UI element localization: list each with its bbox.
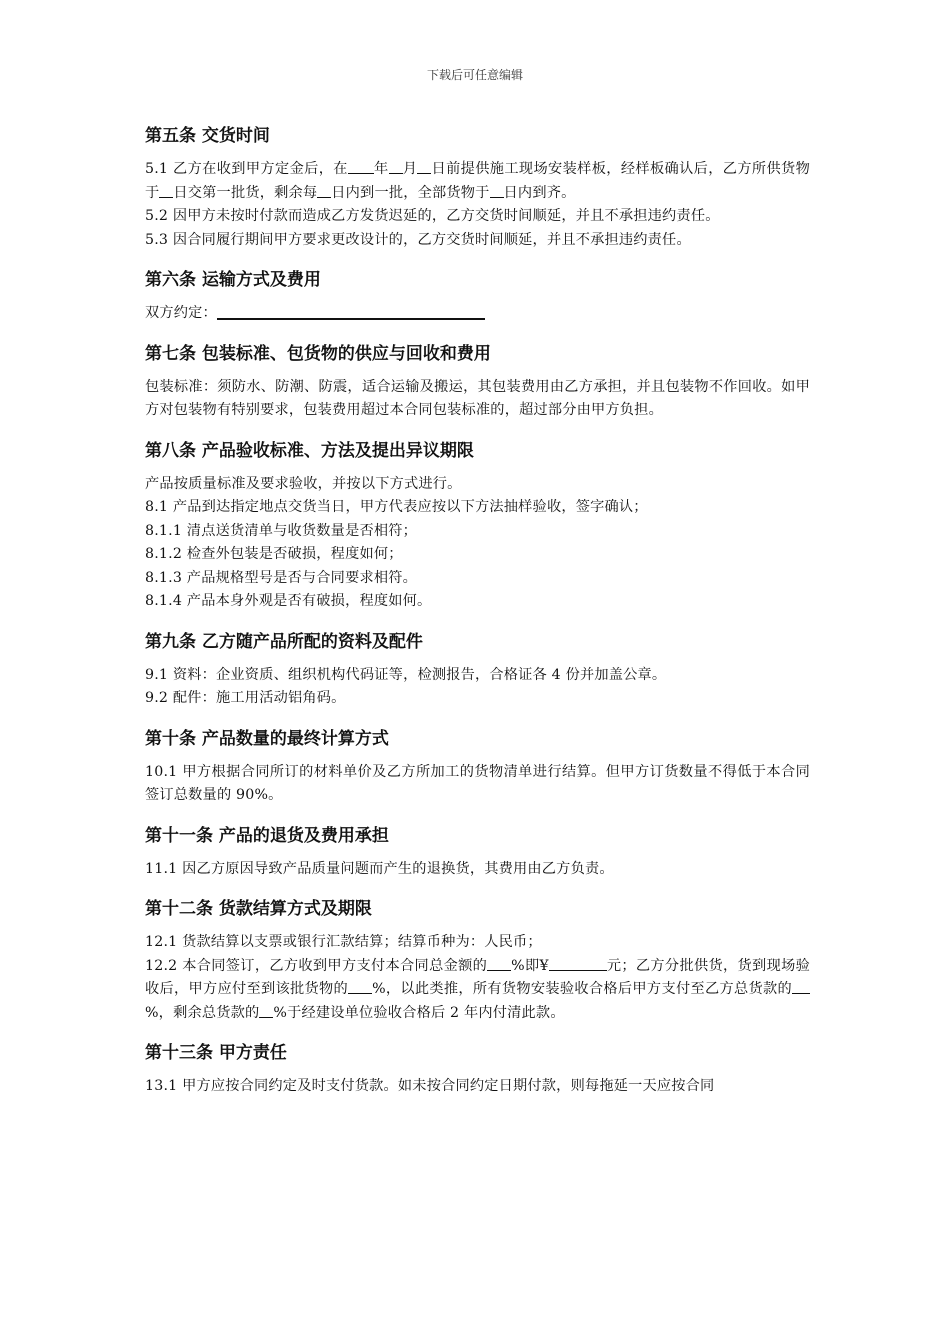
blank-total-percent (792, 979, 810, 994)
blank-year (348, 159, 374, 174)
blank-first-batch-day (159, 183, 173, 198)
clause-8-line: 8.1.4 产品本身外观是否有破损，程度如何。 (145, 593, 432, 609)
clause-8-line: 8.1 产品到达指定地点交货当日，甲方代表应按以下方法抽样验收，签字确认； (145, 499, 648, 515)
clause-5-1-text-a: 5.1 乙方在收到甲方定金后，在 (145, 161, 348, 177)
blank-remaining-percent (259, 1003, 273, 1018)
section-8 (145, 437, 810, 614)
section-8-title: 第八条 产品验收标准、方法及提出异议期限 (145, 440, 474, 461)
clause-13-1: 13.1 甲方应按合同约定及时支付货款。如未按合同约定日期付款，则每拖延一天应按合同 (145, 1078, 715, 1094)
section-10-title: 第十条 产品数量的最终计算方式 (145, 728, 389, 749)
header-note: 下载后可任意编辑 (426, 68, 523, 82)
clause-8-line: 产品按质量标准及要求验收，并按以下方式进行。 (145, 475, 462, 492)
clause-8-line: 8.1.3 产品规格型号是否与合同要求相符。 (145, 569, 418, 586)
section-13 (145, 1039, 810, 1099)
clause-5-1-text-e: 日交第一批货，剩余每 (173, 184, 318, 201)
section-9-title: 第九条 乙方随产品所配的资料及配件 (145, 631, 423, 652)
clause-5-3: 5.3 因合同履行期间甲方要求更改设计的，乙方交货时间顺延，并且不承担违约责任。 (145, 231, 691, 248)
clause-9-line: 9.2 配件：施工用活动铝角码。 (145, 690, 346, 706)
blank-day (417, 159, 431, 174)
blank-all-goods-day (490, 183, 504, 198)
section-11-title: 第十一条 产品的退货及费用承担 (145, 825, 389, 846)
clause-12-1: 12.1 货款结算以支票或银行汇款结算；结算币种为：人民币； (145, 934, 542, 950)
clause-5-2: 5.2 因甲方未按时付款而造成乙方发货迟延的，乙方交货时间顺延，并且不承担违约责任。 (145, 208, 720, 224)
blank-batch-interval (317, 183, 331, 198)
clause-9-line: 9.1 资料：企业资质、组织机构代码证等，检测报告，合格证各 4 份并加盖公章。 (145, 666, 667, 683)
clause-12-2-text-b: %即¥ (511, 957, 549, 974)
section-7 (145, 340, 810, 423)
clause-5-1-text-c: 月 (402, 161, 418, 177)
blank-month (389, 159, 403, 174)
clause-8-line: 8.1.2 检查外包装是否破损，程度如何； (145, 546, 403, 562)
section-13-title: 第十三条 甲方责任 (145, 1043, 287, 1063)
clause-5-1-text-f: 日内到一批，全部货物于 (331, 184, 490, 201)
clause-12-2-text-e: %，剩余总货款的 (145, 1004, 260, 1021)
section-11 (145, 822, 810, 882)
section-12 (145, 895, 810, 1025)
section-12-title: 第十二条 货款结算方式及期限 (145, 899, 372, 919)
section-6-title: 第六条 运输方式及费用 (145, 270, 321, 290)
section-9 (145, 628, 810, 711)
document-body (145, 122, 810, 1099)
section-5-title: 第五条 交货时间 (145, 126, 270, 146)
clause-5-1-text-g: 日内到齐。 (503, 184, 576, 201)
clause-12-2-text-d: %，以此类推，所有货物安装验收合格后甲方支付至乙方总货款的 (372, 981, 792, 997)
clause-12-2-text-a: 12.2 本合同签订，乙方收到甲方支付本合同总金额的 (145, 957, 488, 974)
section-6 (145, 266, 810, 326)
clause-5-1 (145, 158, 810, 205)
section-5 (145, 122, 810, 252)
clause-5-1-text-b: 年 (373, 161, 389, 177)
section-7-title: 第七条 包装标准、包货物的供应与回收和费用 (145, 343, 491, 364)
clause-6-1 (145, 302, 810, 326)
blank-batch-percent (348, 979, 372, 994)
clause-12-2 (145, 955, 810, 1026)
blank-deposit-percent (487, 956, 511, 971)
section-10 (145, 725, 810, 808)
blank-deposit-amount (549, 956, 607, 971)
clause-11-1: 11.1 因乙方原因导致产品质量问题而产生的退换货，其费用由乙方负责。 (145, 860, 614, 877)
clause-12-2-text-f: %于经建设单位验收合格后 2 年内付清此款。 (273, 1004, 565, 1021)
clause-8-line: 8.1.1 清点送货清单与收货数量是否相符； (145, 522, 418, 539)
clause-12-2-text-c: 元；乙方分批供货，货到现场验收后，甲方应付至到该批货物的 (145, 957, 810, 997)
blank-transport-agreement (217, 304, 485, 320)
clause-6-1-text: 双方约定： (145, 305, 217, 321)
clause-5-1-text-d: 日前提供施工现场安装样板，经样板确认后，乙方所供货物于 (145, 161, 811, 201)
clause-10-1: 10.1 甲方根据合同所订的材料单价及乙方所加工的货物清单进行结算。但甲方订货数量不得低于本合同签订总数量的 90%。 (145, 763, 810, 803)
clause-7-1: 包装标准：须防水、防潮、防震，适合运输及搬运，其包装费用由乙方承担，并且包装物不作回收。如甲方对包装物有特别要求，包装费用超过本合同包装标准的，超过部分由甲方负担。 (145, 378, 810, 418)
